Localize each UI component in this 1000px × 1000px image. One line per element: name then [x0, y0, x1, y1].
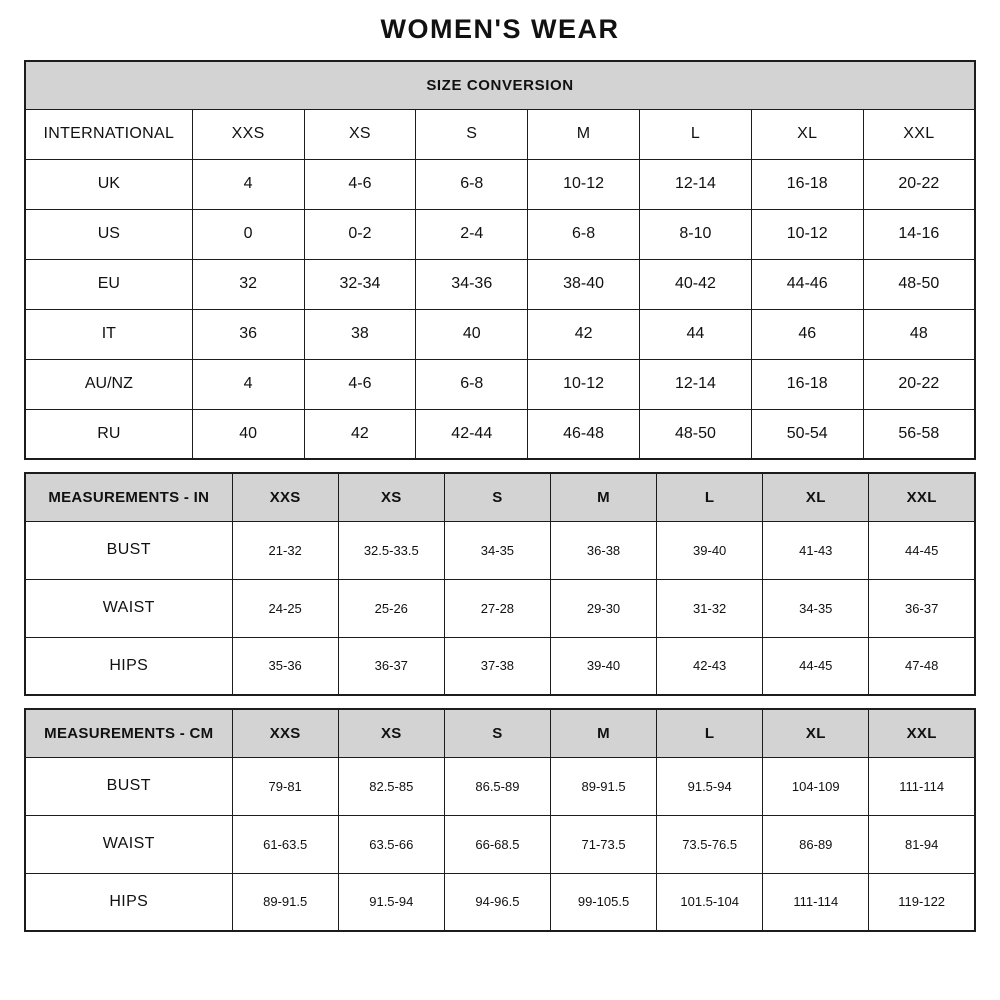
measurements-cm-cell-0-3: 86.5-89: [444, 757, 550, 815]
size-conversion-row-1: [25, 209, 975, 259]
size-conversion-cell-5-5: 48-50: [640, 409, 752, 459]
size-conversion-cell-4-2: 4-6: [304, 359, 416, 409]
measurements-in-colhead-2: XS: [338, 473, 444, 521]
measurements-in-cell-0-3: 34-35: [444, 521, 550, 579]
size-conversion-cell-3-7: 48: [863, 309, 975, 359]
size-conversion-row-3: [25, 309, 975, 359]
size-conversion-cell-4-3: 6-8: [416, 359, 528, 409]
measurements-cm-colhead-3: S: [444, 709, 550, 757]
size-conversion-cell-3-5: 44: [640, 309, 752, 359]
measurements-cm-colhead-5: L: [657, 709, 763, 757]
size-conversion-cell-5-4: 46-48: [528, 409, 640, 459]
measurements-cm-colhead-0: MEASUREMENTS - CM: [25, 709, 232, 757]
measurements-in-colhead-6: XL: [763, 473, 869, 521]
measurements-in-cell-2-3: 37-38: [444, 637, 550, 695]
size-conversion-cell-4-0: AU/NZ: [25, 359, 192, 409]
size-conversion-cell-2-5: 40-42: [640, 259, 752, 309]
size-conversion-cell-0-7: 20-22: [863, 159, 975, 209]
measurements-in-body: [25, 473, 975, 695]
size-conversion-cell-3-0: IT: [25, 309, 192, 359]
size-conversion-row-4: [25, 359, 975, 409]
size-conversion-cell-0-0: UK: [25, 159, 192, 209]
measurements-cm-cell-1-4: 71-73.5: [550, 815, 656, 873]
measurements-in-table: [24, 472, 976, 696]
measurements-cm-cell-2-5: 101.5-104: [657, 873, 763, 931]
measurements-in-cell-1-1: 24-25: [232, 579, 338, 637]
size-conversion-cell-2-3: 34-36: [416, 259, 528, 309]
size-conversion-cell-4-1: 4: [192, 359, 304, 409]
size-conversion-cell-0-3: 6-8: [416, 159, 528, 209]
measurements-cm-cell-2-7: 119-122: [869, 873, 975, 931]
measurements-cm-cell-2-3: 94-96.5: [444, 873, 550, 931]
size-conversion-cell-1-7: 14-16: [863, 209, 975, 259]
size-conversion-cell-3-4: 42: [528, 309, 640, 359]
size-conversion-cell-3-2: 38: [304, 309, 416, 359]
size-conversion-cell-1-3: 2-4: [416, 209, 528, 259]
page-title: WOMEN'S WEAR: [380, 14, 620, 44]
measurements-in-colhead-4: M: [550, 473, 656, 521]
measurements-cm-header-row: [25, 709, 975, 757]
measurements-cm-colhead-2: XS: [338, 709, 444, 757]
size-conversion-banner: SIZE CONVERSION: [25, 61, 975, 109]
size-conversion-cell-1-1: 0: [192, 209, 304, 259]
size-conversion-cell-2-0: EU: [25, 259, 192, 309]
size-conversion-cell-3-1: 36: [192, 309, 304, 359]
size-conversion-colhead-3: S: [416, 109, 528, 159]
size-conversion-cell-0-4: 10-12: [528, 159, 640, 209]
size-conversion-cell-5-1: 40: [192, 409, 304, 459]
measurements-cm-cell-1-5: 73.5-76.5: [657, 815, 763, 873]
size-conversion-cell-5-7: 56-58: [863, 409, 975, 459]
measurements-cm-cell-1-7: 81-94: [869, 815, 975, 873]
measurements-cm-cell-0-5: 91.5-94: [657, 757, 763, 815]
measurements-in-cell-2-2: 36-37: [338, 637, 444, 695]
measurements-cm-cell-1-3: 66-68.5: [444, 815, 550, 873]
measurements-cm-cell-0-0: BUST: [25, 757, 232, 815]
size-conversion-cell-1-6: 10-12: [751, 209, 863, 259]
size-conversion-cell-4-6: 16-18: [751, 359, 863, 409]
measurements-in-colhead-1: XXS: [232, 473, 338, 521]
size-conversion-row-2: [25, 259, 975, 309]
measurements-cm-colhead-4: M: [550, 709, 656, 757]
measurements-in-cell-2-5: 42-43: [657, 637, 763, 695]
measurements-cm-colhead-7: XXL: [869, 709, 975, 757]
measurements-cm-colhead-1: XXS: [232, 709, 338, 757]
measurements-cm-colhead-6: XL: [763, 709, 869, 757]
measurements-in-cell-1-2: 25-26: [338, 579, 444, 637]
measurements-cm-cell-1-6: 86-89: [763, 815, 869, 873]
size-conversion-cell-2-2: 32-34: [304, 259, 416, 309]
size-conversion-cell-1-0: US: [25, 209, 192, 259]
size-conversion-cell-4-4: 10-12: [528, 359, 640, 409]
measurements-cm-cell-0-7: 111-114: [869, 757, 975, 815]
measurements-in-cell-0-0: BUST: [25, 521, 232, 579]
measurements-in-cell-2-1: 35-36: [232, 637, 338, 695]
size-conversion-cell-0-6: 16-18: [751, 159, 863, 209]
measurements-in-cell-1-0: WAIST: [25, 579, 232, 637]
measurements-cm-cell-0-4: 89-91.5: [550, 757, 656, 815]
measurements-in-cell-0-4: 36-38: [550, 521, 656, 579]
size-conversion-cell-2-6: 44-46: [751, 259, 863, 309]
measurements-in-cell-0-1: 21-32: [232, 521, 338, 579]
size-conversion-body: [25, 109, 975, 459]
measurements-in-row-2: [25, 637, 975, 695]
measurements-cm-cell-2-4: 99-105.5: [550, 873, 656, 931]
measurements-in-cell-1-7: 36-37: [869, 579, 975, 637]
measurements-in-cell-1-6: 34-35: [763, 579, 869, 637]
measurements-cm-cell-2-0: HIPS: [25, 873, 232, 931]
measurements-cm-cell-0-1: 79-81: [232, 757, 338, 815]
size-conversion-colhead-1: XXS: [192, 109, 304, 159]
size-conversion-cell-1-2: 0-2: [304, 209, 416, 259]
size-conversion-colhead-7: XXL: [863, 109, 975, 159]
measurements-in-cell-2-7: 47-48: [869, 637, 975, 695]
size-conversion-cell-5-6: 50-54: [751, 409, 863, 459]
size-conversion-colhead-5: L: [640, 109, 752, 159]
size-conversion-cell-0-5: 12-14: [640, 159, 752, 209]
measurements-in-cell-0-2: 32.5-33.5: [338, 521, 444, 579]
measurements-cm-row-2: [25, 873, 975, 931]
measurements-in-cell-2-4: 39-40: [550, 637, 656, 695]
measurements-cm-cell-0-6: 104-109: [763, 757, 869, 815]
measurements-cm-table: [24, 708, 976, 932]
measurements-in-cell-1-4: 29-30: [550, 579, 656, 637]
size-conversion-cell-2-4: 38-40: [528, 259, 640, 309]
measurements-cm-cell-1-0: WAIST: [25, 815, 232, 873]
measurements-cm-cell-1-1: 61-63.5: [232, 815, 338, 873]
size-conversion-cell-5-0: RU: [25, 409, 192, 459]
measurements-in-header-row: [25, 473, 975, 521]
measurements-cm-cell-1-2: 63.5-66: [338, 815, 444, 873]
measurements-cm-body: [25, 709, 975, 931]
measurements-in-cell-1-3: 27-28: [444, 579, 550, 637]
size-conversion-cell-0-2: 4-6: [304, 159, 416, 209]
size-conversion-cell-1-4: 6-8: [528, 209, 640, 259]
size-conversion-cell-5-2: 42: [304, 409, 416, 459]
size-conversion-cell-1-5: 8-10: [640, 209, 752, 259]
size-conversion-colhead-2: XS: [304, 109, 416, 159]
measurements-in-colhead-3: S: [444, 473, 550, 521]
measurements-in-colhead-7: XXL: [869, 473, 975, 521]
measurements-cm-row-0: [25, 757, 975, 815]
size-conversion-cell-2-1: 32: [192, 259, 304, 309]
size-conversion-cell-3-6: 46: [751, 309, 863, 359]
size-conversion-cell-3-3: 40: [416, 309, 528, 359]
measurements-in-cell-0-5: 39-40: [657, 521, 763, 579]
size-conversion-banner-row: [25, 61, 975, 109]
measurements-in-colhead-0: MEASUREMENTS - IN: [25, 473, 232, 521]
size-conversion-cell-2-7: 48-50: [863, 259, 975, 309]
size-conversion-row-5: [25, 409, 975, 459]
measurements-cm-cell-2-1: 89-91.5: [232, 873, 338, 931]
measurements-in-cell-0-6: 41-43: [763, 521, 869, 579]
measurements-in-row-1: [25, 579, 975, 637]
measurements-cm-cell-0-2: 82.5-85: [338, 757, 444, 815]
measurements-cm-cell-2-2: 91.5-94: [338, 873, 444, 931]
size-conversion-cell-4-7: 20-22: [863, 359, 975, 409]
size-conversion-row-0: [25, 159, 975, 209]
size-conversion-cell-5-3: 42-44: [416, 409, 528, 459]
measurements-in-cell-1-5: 31-32: [657, 579, 763, 637]
size-conversion-header-row: [25, 109, 975, 159]
size-conversion-colhead-6: XL: [751, 109, 863, 159]
size-conversion-colhead-0: INTERNATIONAL: [25, 109, 192, 159]
measurements-cm-cell-2-6: 111-114: [763, 873, 869, 931]
measurements-in-cell-2-6: 44-45: [763, 637, 869, 695]
size-conversion-cell-4-5: 12-14: [640, 359, 752, 409]
measurements-in-cell-0-7: 44-45: [869, 521, 975, 579]
size-conversion-cell-0-1: 4: [192, 159, 304, 209]
measurements-in-colhead-5: L: [657, 473, 763, 521]
measurements-in-row-0: [25, 521, 975, 579]
size-conversion-colhead-4: M: [528, 109, 640, 159]
size-conversion-table: [24, 60, 976, 460]
measurements-cm-row-1: [25, 815, 975, 873]
measurements-in-cell-2-0: HIPS: [25, 637, 232, 695]
